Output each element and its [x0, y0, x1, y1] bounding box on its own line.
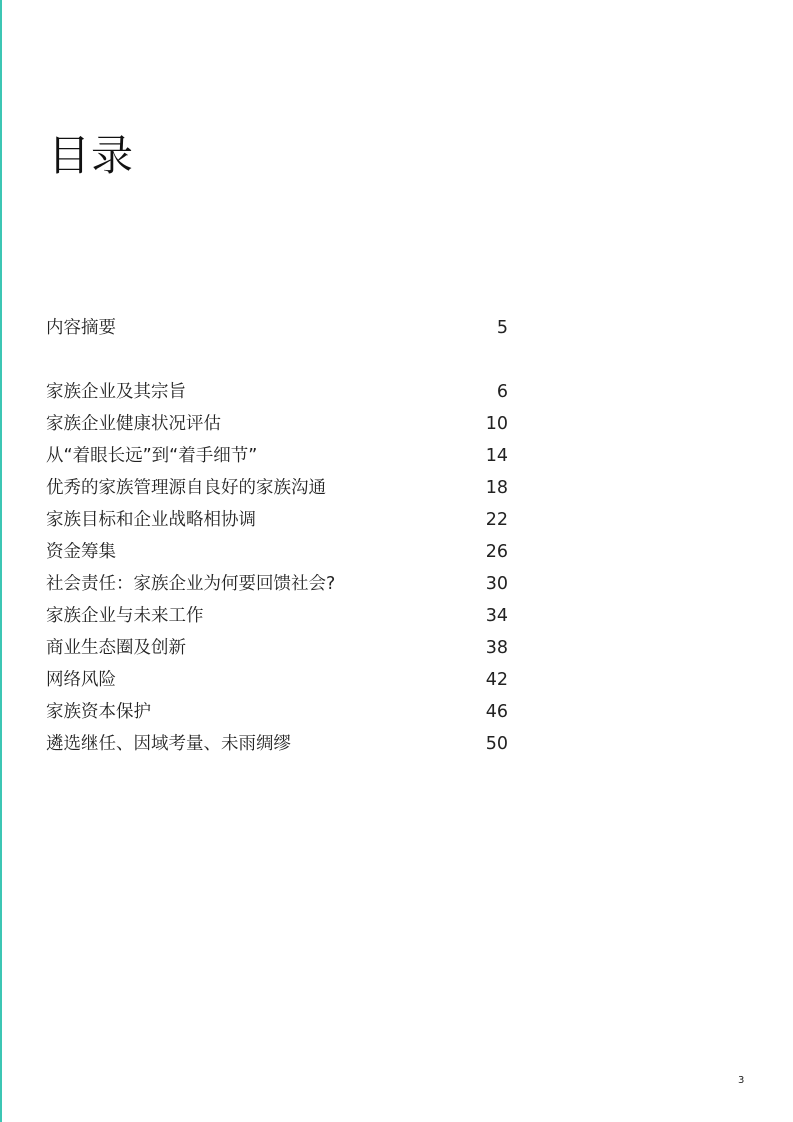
- toc-entry-title: 家族企业与未来工作: [46, 606, 204, 626]
- toc-entry-page: 10: [485, 414, 508, 434]
- toc-entry-page: 30: [485, 574, 508, 594]
- toc-entry-page: 22: [485, 510, 508, 530]
- toc-entry[interactable]: [46, 440, 508, 472]
- table-of-contents: [46, 312, 508, 760]
- toc-entry[interactable]: [46, 632, 508, 664]
- toc-entry-title: 社会责任：家族企业为何要回馈社会?: [46, 574, 336, 594]
- toc-entry-page: 46: [485, 702, 508, 722]
- toc-entry[interactable]: [46, 376, 508, 408]
- toc-entry-page: 14: [485, 446, 508, 466]
- toc-entry-page: 50: [485, 734, 508, 754]
- toc-entry-title: 资金筹集: [46, 542, 116, 562]
- toc-entry[interactable]: [46, 696, 508, 728]
- toc-entry-title: 网络风险: [46, 670, 116, 690]
- toc-entry[interactable]: [46, 568, 508, 600]
- toc-entry[interactable]: [46, 504, 508, 536]
- toc-entry-title: 从“着眼长远”到“着手细节”: [46, 446, 258, 466]
- toc-entry[interactable]: [46, 600, 508, 632]
- toc-entry-title: 商业生态圈及创新: [46, 638, 186, 658]
- toc-entry[interactable]: [46, 664, 508, 696]
- toc-entry-title: 内容摘要: [46, 318, 116, 338]
- toc-entry-page: 6: [496, 382, 508, 402]
- toc-entry-title: 家族资本保护: [46, 702, 151, 722]
- toc-entry-title: 遴选继任、因域考量、未雨绸缪: [46, 734, 291, 754]
- toc-entry[interactable]: [46, 728, 508, 760]
- toc-entry-title: 家族企业健康状况评估: [46, 414, 221, 434]
- toc-entry-title: 优秀的家族管理源自良好的家族沟通: [46, 478, 326, 498]
- toc-entry[interactable]: [46, 536, 508, 568]
- toc-entry-page: 18: [485, 478, 508, 498]
- toc-entry[interactable]: [46, 472, 508, 504]
- toc-entry-page: 5: [496, 318, 508, 338]
- toc-entry-title: 家族目标和企业战略相协调: [46, 510, 256, 530]
- toc-entry-title: 家族企业及其宗旨: [46, 382, 186, 402]
- toc-entry-page: 34: [485, 606, 508, 626]
- left-accent-rule: [0, 0, 2, 1122]
- page-title: 目录: [48, 131, 135, 180]
- toc-entry-page: 38: [485, 638, 508, 658]
- toc-entry-page: 26: [485, 542, 508, 562]
- toc-entry[interactable]: [46, 312, 508, 344]
- toc-entry[interactable]: [46, 408, 508, 440]
- toc-entry-page: 42: [485, 670, 508, 690]
- page-number: 3: [738, 1075, 745, 1086]
